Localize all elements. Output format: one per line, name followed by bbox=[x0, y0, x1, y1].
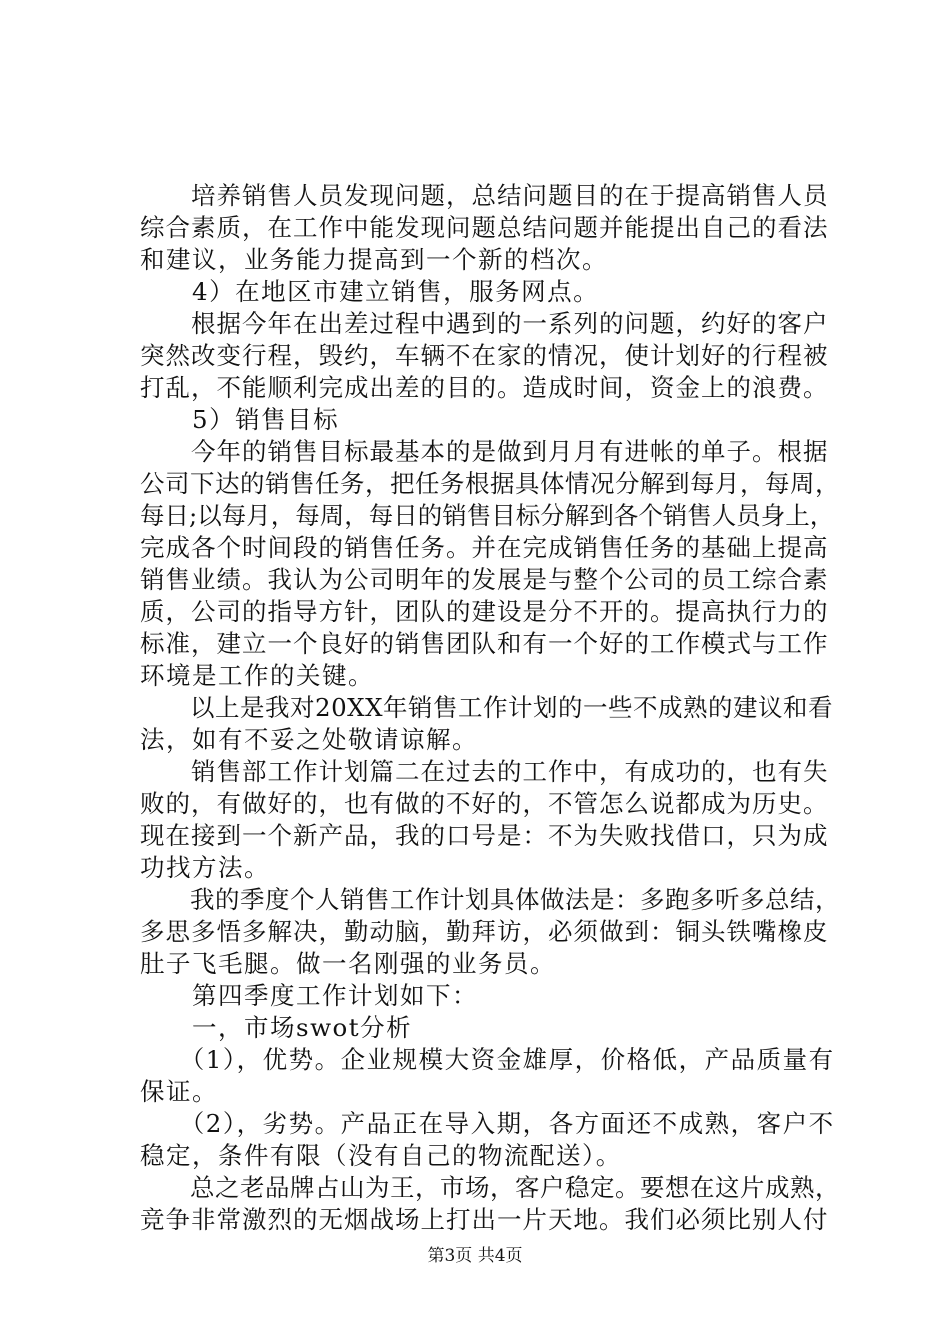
text-line: 现在接到一个新产品，我的口号是：不为失败找借口，只为成 bbox=[140, 821, 829, 850]
text-line: 竞争非常激烈的无烟战场上打出一片天地。我们必须比别人付 bbox=[140, 1205, 829, 1234]
text-line: 综合素质，在工作中能发现问题总结问题并能提出自己的看法 bbox=[140, 213, 829, 242]
text-line: 根据今年在出差过程中遇到的一系列的问题，约好的客户 bbox=[140, 309, 829, 338]
text-line: 环境是工作的关键。 bbox=[140, 661, 374, 690]
text-line: 肚子飞毛腿。做一名刚强的业务员。 bbox=[140, 949, 556, 978]
page-number-footer: 第3页 共4页 bbox=[427, 1246, 523, 1266]
text-line: 法，如有不妥之处敬请谅解。 bbox=[140, 725, 478, 754]
text-line: 总之老品牌占山为王，市场，客户稳定。要想在这片成熟， bbox=[140, 1173, 840, 1202]
text-line: 今年的销售目标最基本的是做到月月有进帐的单子。根据 bbox=[140, 437, 829, 466]
text-line: 保证。 bbox=[140, 1077, 218, 1106]
text-line: 质，公司的指导方针，团队的建设是分不开的。提高执行力的 bbox=[140, 597, 829, 626]
text-line: 突然改变行程，毁约，车辆不在家的情况，使计划好的行程被 bbox=[140, 341, 829, 370]
text-line: 我的季度个人销售工作计划具体做法是：多跑多听多总结， bbox=[140, 885, 840, 914]
text-line: 多思多悟多解决，勤动脑，勤拜访，必须做到：铜头铁嘴橡皮 bbox=[140, 917, 829, 946]
text-line: 5）销售目标 bbox=[140, 405, 340, 434]
text-line: 完成各个时间段的销售任务。并在完成销售任务的基础上提高 bbox=[140, 533, 829, 562]
text-line: 稳定，条件有限（没有自己的物流配送）。 bbox=[140, 1141, 622, 1170]
text-line: 每日;以每月，每周，每日的销售目标分解到各个销售人员身上， bbox=[140, 501, 835, 530]
text-line: 以上是我对20XX年销售工作计划的一些不成熟的建议和看 bbox=[140, 693, 834, 722]
text-line: 败的，有做好的，也有做的不好的，不管怎么说都成为历史。 bbox=[140, 789, 829, 818]
text-line: 一，市场swot分析 bbox=[140, 1013, 413, 1042]
text-line: 销售业绩。我认为公司明年的发展是与整个公司的员工综合素 bbox=[140, 565, 829, 594]
text-line: （1），优势。企业规模大资金雄厚，价格低，产品质量有 bbox=[140, 1045, 835, 1074]
text-line: 标准，建立一个良好的销售团队和有一个好的工作模式与工作 bbox=[140, 629, 829, 658]
text-line: 打乱，不能顺利完成出差的目的。造成时间，资金上的浪费。 bbox=[140, 373, 829, 402]
text-line: 培养销售人员发现问题，总结问题目的在于提高销售人员 bbox=[140, 181, 829, 210]
text-line: 4）在地区市建立销售，服务网点。 bbox=[140, 277, 600, 306]
text-line: 销售部工作计划篇二在过去的工作中，有成功的，也有失 bbox=[140, 757, 829, 786]
text-line: 功找方法。 bbox=[140, 853, 270, 882]
text-line: 公司下达的销售任务，把任务根据具体情况分解到每月，每周， bbox=[140, 469, 840, 498]
text-line: 和建议，业务能力提高到一个新的档次。 bbox=[140, 245, 608, 274]
text-line: 第四季度工作计划如下： bbox=[140, 981, 478, 1010]
text-line: （2），劣势。产品正在导入期，各方面还不成熟，客户不 bbox=[140, 1109, 835, 1138]
